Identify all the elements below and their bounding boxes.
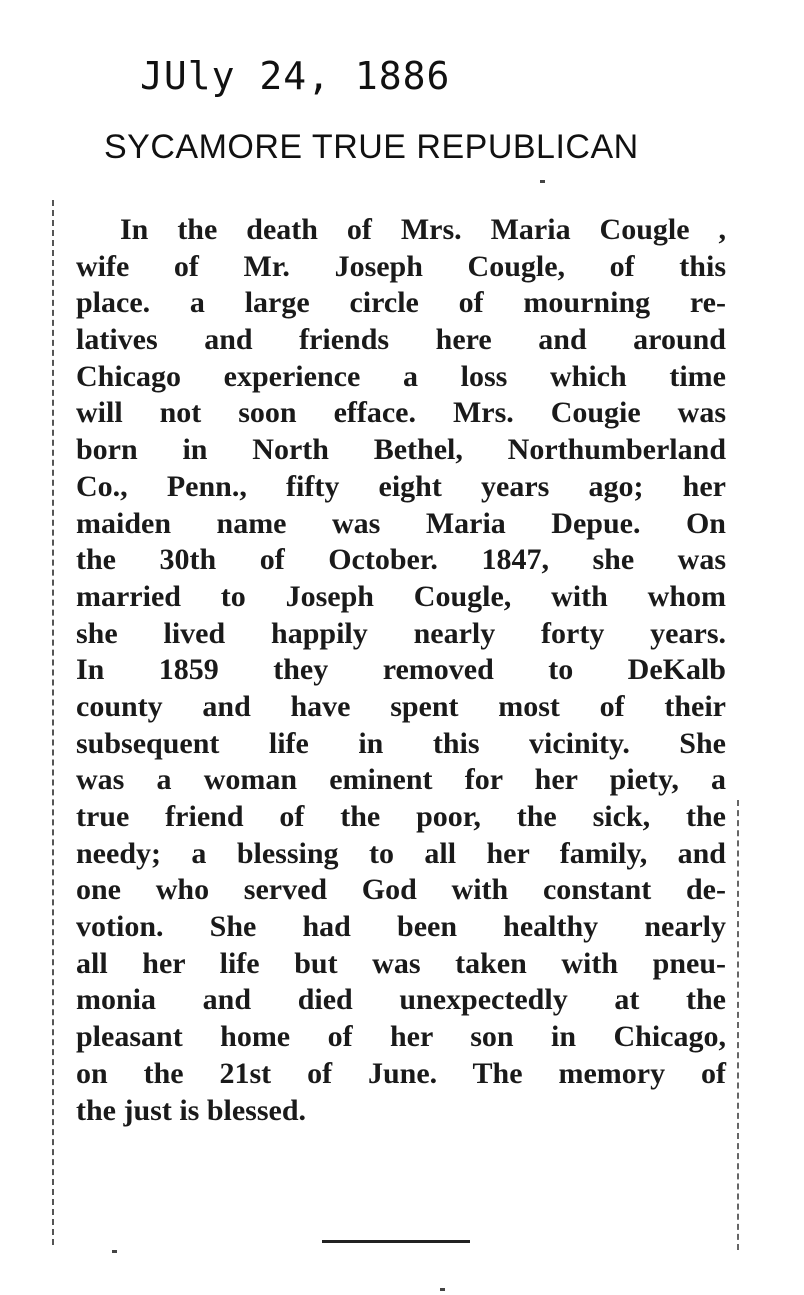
article-line: pleasant home of her son in Chicago, [76,1020,726,1054]
left-column-rule [52,200,54,1245]
article-line: on the 21st of June. The memory of [76,1056,726,1090]
article-line: subsequent life in this vicinity. She [76,726,726,760]
closing-rule [322,1240,470,1243]
article-line: will not soon efface. Mrs. Cougie was [76,396,726,430]
print-speck [440,1288,445,1291]
article-line: all her life but was taken with pneu- [76,946,726,980]
obituary-article [76,212,726,1129]
article-line: one who served God with constant de- [76,873,726,907]
article-line: place. a large circle of mourning re- [76,286,726,320]
newspaper-name: SYCAMORE TRUE REPUBLICAN [104,128,639,166]
article-line: maiden name was Maria Depue. On [76,506,726,540]
article-line: born in North Bethel, Northumberland [76,433,726,467]
article-line: the 30th of October. 1847, she was [76,543,726,577]
print-speck [112,1250,117,1253]
article-line: was a woman eminent for her piety, a [76,763,726,797]
right-column-rule [737,800,739,1250]
article-line: county and have spent most of their [76,689,726,723]
publication-date: JUly 24, 1886 [140,54,451,98]
print-speck [540,180,545,183]
article-line: needy; a blessing to all her family, and [76,836,726,870]
article-line: Chicago experience a loss which time [76,359,726,393]
article-line: latives and friends here and around [76,323,726,357]
article-line: In the death of Mrs. Maria Cougle , [120,213,726,246]
article-line: wife of Mr. Joseph Cougle, of this [76,249,726,283]
article-line: she lived happily nearly forty years. [76,616,726,650]
article-line: the just is blessed. [76,1093,307,1127]
article-line: In 1859 they removed to DeKalb [76,653,726,687]
article-line: votion. She had been healthy nearly [76,910,726,944]
article-line: monia and died unexpectedly at the [76,983,726,1017]
article-line: true friend of the poor, the sick, the [76,800,726,833]
article-line: married to Joseph Cougle, with whom [76,579,726,613]
article-line: Co., Penn., fifty eight years ago; her [76,469,726,503]
